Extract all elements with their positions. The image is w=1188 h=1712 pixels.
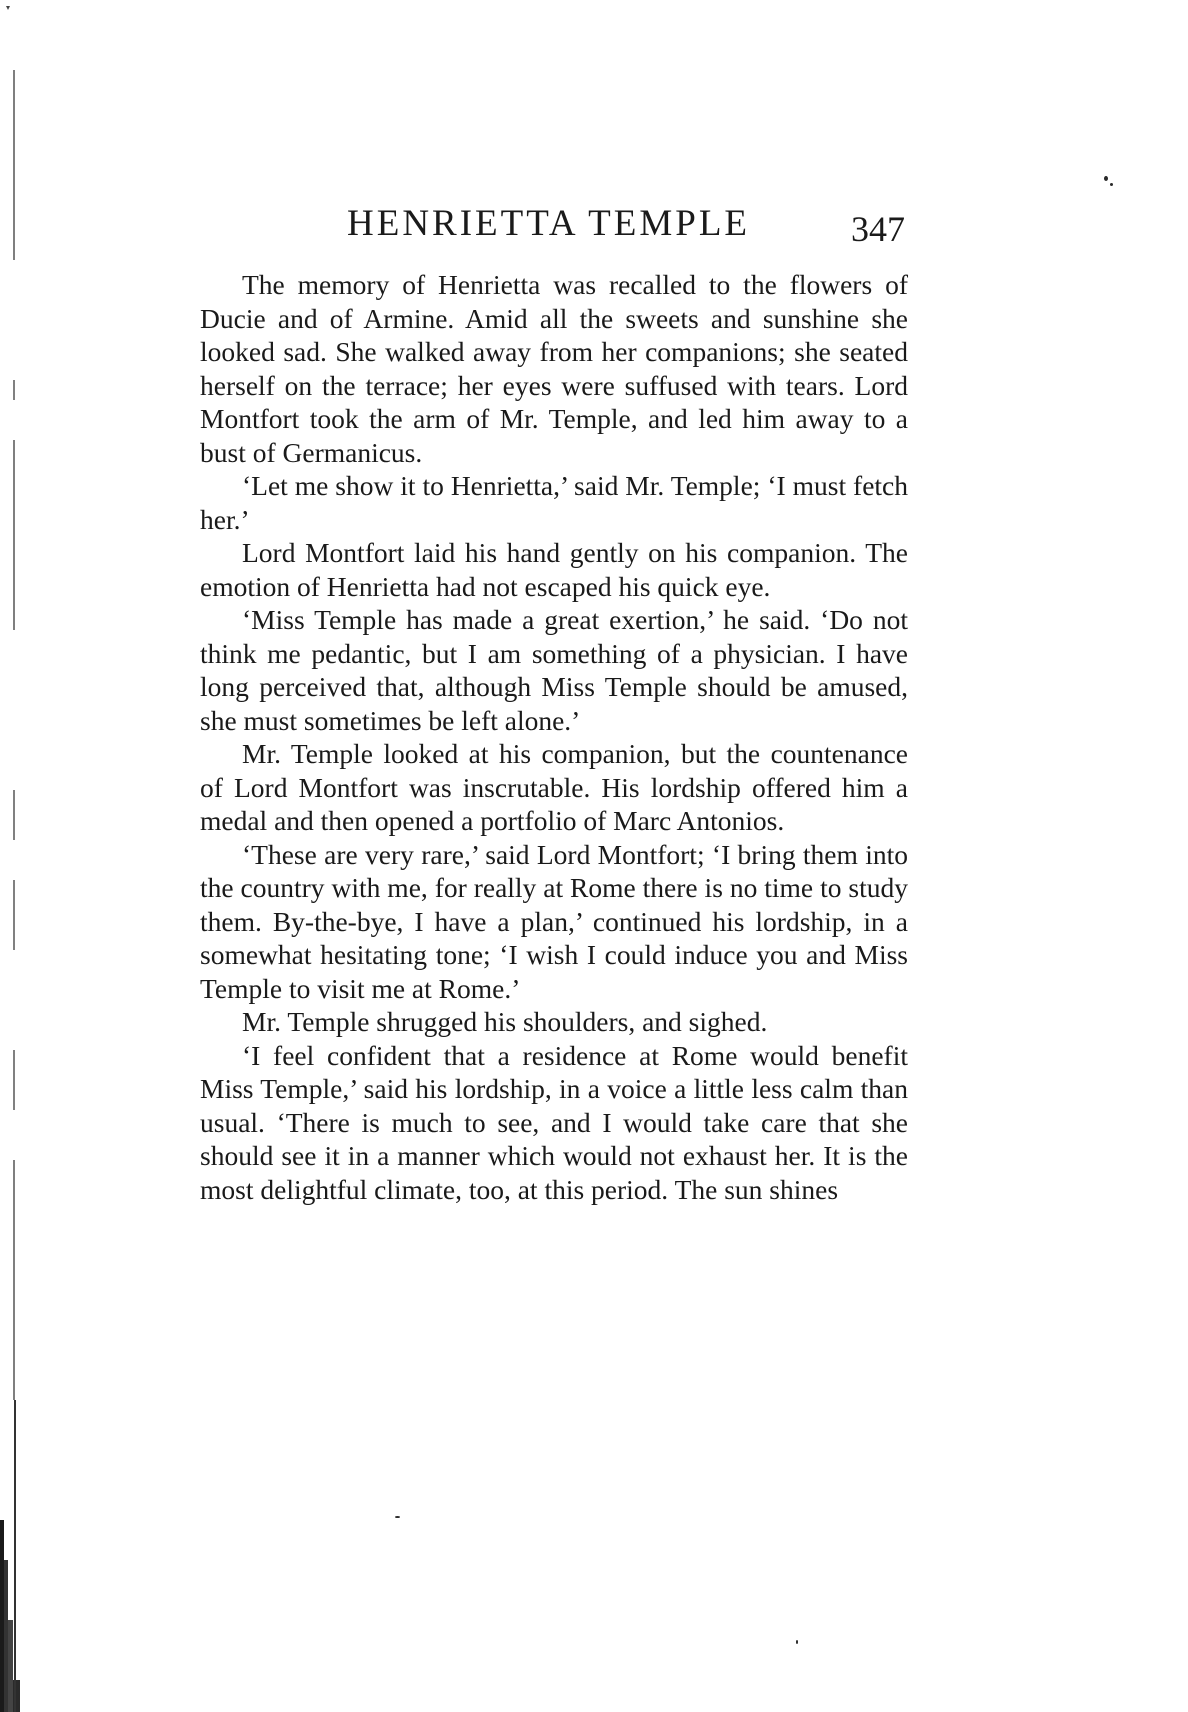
paragraph: Lord Montfort laid his hand gently on his companion. The emotion of Henrietta had not escaped his quick eye. — [200, 537, 908, 602]
page-number: 347 — [851, 209, 905, 249]
running-head: HENRIETTA TEMPLE — [347, 203, 751, 244]
scan-speck — [796, 1640, 798, 1644]
paragraph: ‘Miss Temple has made a great exertion,’ he said. ‘Do not think me pedantic, but I am something of a physician. I have long perceived that, although Miss Temple should be amused, she must sometimes be left alone.’ — [200, 604, 908, 736]
scan-speck — [395, 1516, 400, 1518]
scan-binding-edge — [0, 0, 22, 1712]
scan-speck — [1104, 176, 1108, 181]
paragraph: ‘I feel confident that a residence at Rome would benefit Miss Temple,’ said his lordship, in a voice a little less calm than usual. ‘There is much to see, and I would take care that she should see it in a manner which would not exhaust her. It is the most delightful climate, too, at this period. The sun shines — [200, 1039, 908, 1205]
body-text — [200, 268, 908, 1206]
page-header — [200, 202, 915, 252]
paragraph: The memory of Henrietta was recalled to the flowers of Ducie and of Armine. Amid all the sweets and sunshine she looked sad. She walked away from her companions; she seated herself on the terrace; her eyes were suffused with tears. Lord Montfort took the arm of Mr. Temple, and led him away to a bust of Germanicus. — [200, 269, 908, 468]
paragraph: ‘Let me show it to Henrietta,’ said Mr. Temple; ‘I must fetch her.’ — [200, 470, 908, 535]
scan-speck — [1110, 183, 1113, 186]
paragraph: ‘These are very rare,’ said Lord Montfort; ‘I bring them into the country with me, for really at Rome there is no time to study them. By-the-bye, I have a plan,’ continued his lordship, in a somewhat hesitating tone; ‘I wish I could induce you and Miss Temple to visit me at Rome.’ — [200, 838, 908, 1004]
paragraph: Mr. Temple looked at his companion, but the countenance of Lord Montfort was inscrutable. His lordship offered him a medal and then opened a portfolio of Marc Antonios. — [200, 738, 908, 836]
paragraph: Mr. Temple shrugged his shoulders, and sighed. — [242, 1006, 768, 1037]
